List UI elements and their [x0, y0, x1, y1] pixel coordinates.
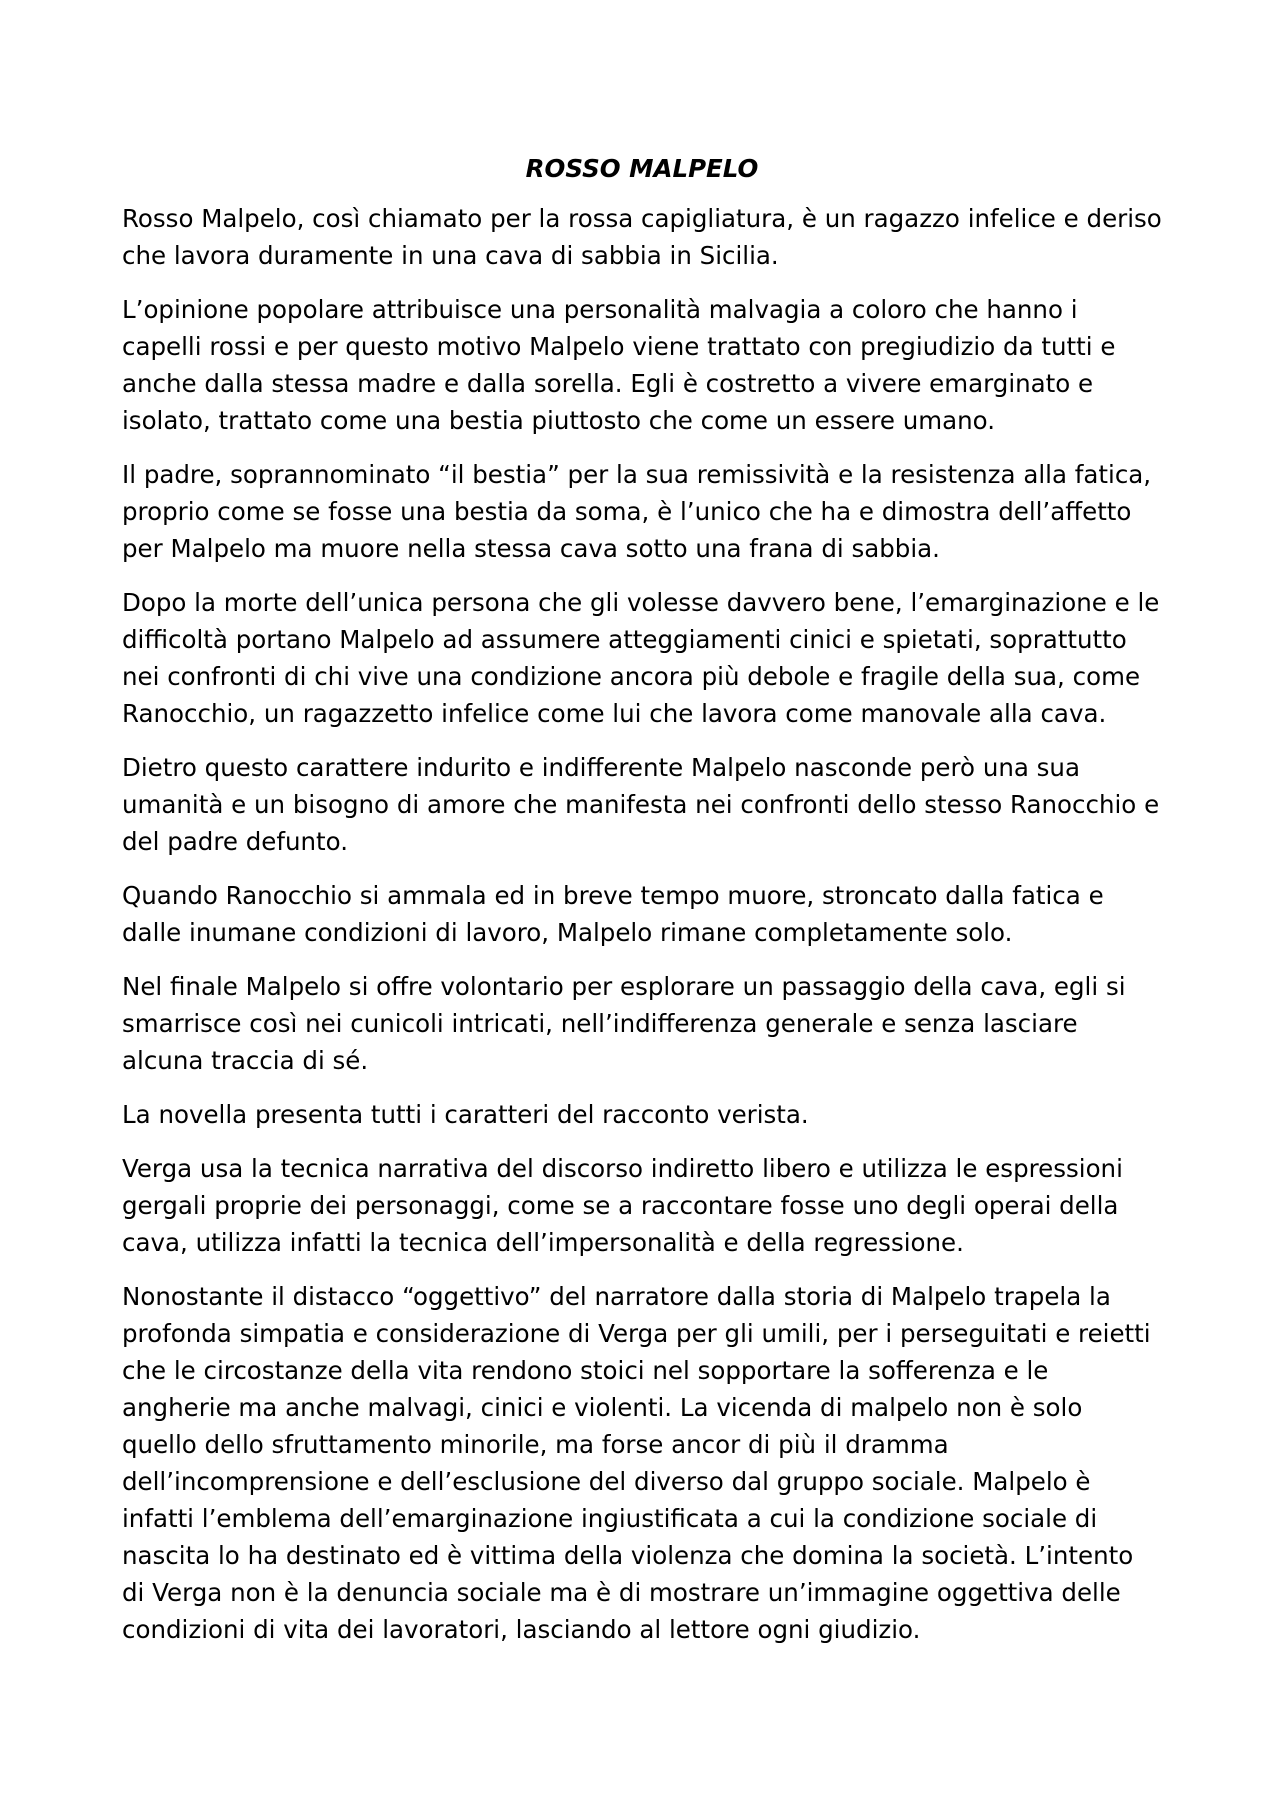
document-title: ROSSO MALPELO [525, 154, 759, 183]
paragraph-4: Dopo la morte dell’unica persona che gli volesse davvero bene, l’emarginazione e le difficoltà portano Malpelo ad assumere atteggiamenti cinici e spietati, soprattutto nei confronti di chi vive una condizione ancora più debole e fragile della sua, come Ranocchio, un ragazzetto infelice come lui che lavora come manovale alla cava. [122, 588, 1160, 728]
paragraph-2: L’opinione popolare attribuisce una personalità malvagia a coloro che hanno i capelli rossi e per questo motivo Malpelo viene trattato con pregiudizio da tutti e anche dalla stessa madre e dalla sorella. Egli è costretto a vivere emarginato e isolato, trattato come una bestia piuttosto che come un essere umano. [122, 295, 1116, 435]
paragraph-6: Quando Ranocchio si ammala ed in breve tempo muore, stroncato dalla fatica e dalle inumane condizioni di lavoro, Malpelo rimane completamente solo. [122, 881, 1104, 947]
paragraph-1: Rosso Malpelo, così chiamato per la rossa capigliatura, è un ragazzo infelice e deriso che lavora duramente in una cava di sabbia in Sicilia. [122, 204, 1162, 270]
paragraph-7: Nel finale Malpelo si offre volontario per esplorare un passaggio della cava, egli si smarrisce così nei cunicoli intricati, nell’indifferenza generale e senza lasciare alcuna traccia di sé. [122, 972, 1126, 1075]
paragraph-10: Nonostante il distacco “oggettivo” del narratore dalla storia di Malpelo trapela la profonda simpatia e considerazione di Verga per gli umili, per i perseguitati e reietti che le circostanze della vita rendono stoici nel sopportare la sofferenza e le angherie ma anche malvagi, cinici e violenti. La vicenda di malpelo non è solo quello dello sfruttamento minorile, ma forse ancor di più il dramma dell’incomprensione e dell’esclusione del diverso dal gruppo sociale. Malpelo è infatti l’emblema dell’emarginazione ingiustificata a cui la condizione sociale di nascita lo ha destinato ed è vittima della violenza che domina la società. L’intento di Verga non è la denuncia sociale ma è di mostrare un’immagine oggettiva delle condizioni di vita dei lavoratori, lasciando al lettore ogni giudizio. [122, 1282, 1151, 1644]
document-body [122, 150, 1162, 1665]
paragraph-3: Il padre, soprannominato “il bestia” per la sua remissività e la resistenza alla fatica, proprio come se fosse una bestia da soma, è l’unico che ha e dimostra dell’affetto per Malpelo ma muore nella stessa cava sotto una frana di sabbia. [122, 460, 1152, 563]
paragraph-8: La novella presenta tutti i caratteri del racconto verista. [122, 1100, 809, 1129]
paragraph-9: Verga usa la tecnica narrativa del discorso indiretto libero e utilizza le espressioni gergali proprie dei personaggi, come se a raccontare fosse uno degli operai della cava, utilizza infatti la tecnica dell’impersonalità e della regressione. [122, 1154, 1123, 1257]
paragraph-5: Dietro questo carattere indurito e indifferente Malpelo nasconde però una sua umanità e un bisogno di amore che manifesta nei confronti dello stesso Ranocchio e del padre defunto. [122, 753, 1160, 856]
